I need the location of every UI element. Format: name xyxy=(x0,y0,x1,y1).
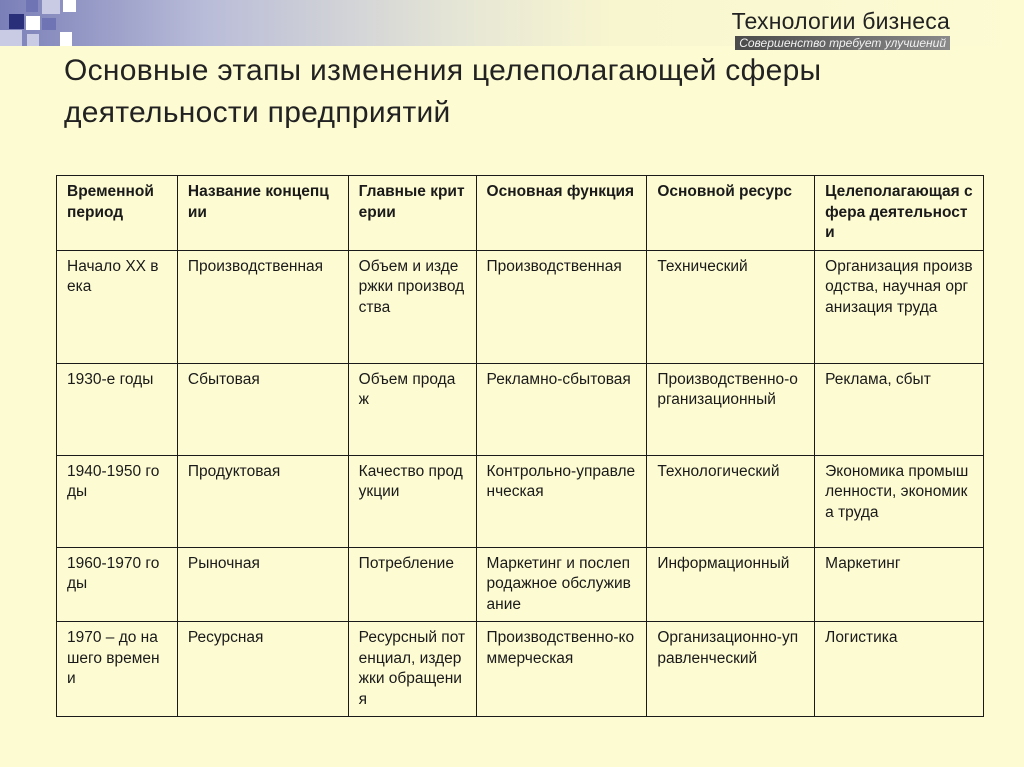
table-cell: Контрольно-управленческая xyxy=(476,455,647,547)
table-cell: 1960-1970 годы xyxy=(57,547,178,622)
header-cell: Временной период xyxy=(57,176,178,251)
header-cell: Основная функция xyxy=(476,176,647,251)
header-cell: Основной ресурс xyxy=(647,176,815,251)
table-cell: Производственно-коммерческая xyxy=(476,622,647,717)
table-header-row xyxy=(57,176,984,251)
table-cell: Маркетинг xyxy=(815,547,984,622)
table-cell: Производственно-организационный xyxy=(647,363,815,455)
header-cell: Главные критерии xyxy=(348,176,476,251)
brand-name: Технологии бизнеса xyxy=(731,8,950,34)
table-cell: Ресурсная xyxy=(177,622,348,717)
table-cell: Потребление xyxy=(348,547,476,622)
table-cell: Объем продаж xyxy=(348,363,476,455)
table-cell: Логистика xyxy=(815,622,984,717)
table-cell: Экономика промышленности, экономика труда xyxy=(815,455,984,547)
table-row xyxy=(57,250,984,363)
page-title: Основные этапы изменения целеполагающей сферы деятельности предприятий xyxy=(64,54,822,129)
table-cell: Технологический xyxy=(647,455,815,547)
table-cell: 1930-е годы xyxy=(57,363,178,455)
header-cell: Название концепции xyxy=(177,176,348,251)
table-cell: Объем и издержки производства xyxy=(348,250,476,363)
table-cell: Производственная xyxy=(476,250,647,363)
table-cell: Маркетинг и послепродажное обслуживание xyxy=(476,547,647,622)
table-cell: Производственная xyxy=(177,250,348,363)
table-cell: 1970 – до нашего времени xyxy=(57,622,178,717)
table-cell: Сбытовая xyxy=(177,363,348,455)
table-row xyxy=(57,547,984,622)
table-row xyxy=(57,363,984,455)
table-cell: 1940-1950 годы xyxy=(57,455,178,547)
brand-logo xyxy=(732,8,950,52)
table-cell: Продуктовая xyxy=(177,455,348,547)
table-cell: Реклама, сбыт xyxy=(815,363,984,455)
table-cell: Качество продукции xyxy=(348,455,476,547)
table-cell: Начало XX века xyxy=(57,250,178,363)
table-cell: Рекламно-сбытовая xyxy=(476,363,647,455)
table-cell: Рыночная xyxy=(177,547,348,622)
brand-slogan: Совершенство требует улучшений xyxy=(735,36,950,50)
table-cell: Организация производства, научная организация труда xyxy=(815,250,984,363)
table-cell: Технический xyxy=(647,250,815,363)
table-cell: Ресурсный потенциал, издержки обращения xyxy=(348,622,476,717)
table-cell: Информационный xyxy=(647,547,815,622)
table-row xyxy=(57,622,984,717)
table-cell: Организационно-управленческий xyxy=(647,622,815,717)
table-row xyxy=(57,455,984,547)
stages-table xyxy=(56,175,984,717)
header-cell: Целеполагающая сфера деятельности xyxy=(815,176,984,251)
